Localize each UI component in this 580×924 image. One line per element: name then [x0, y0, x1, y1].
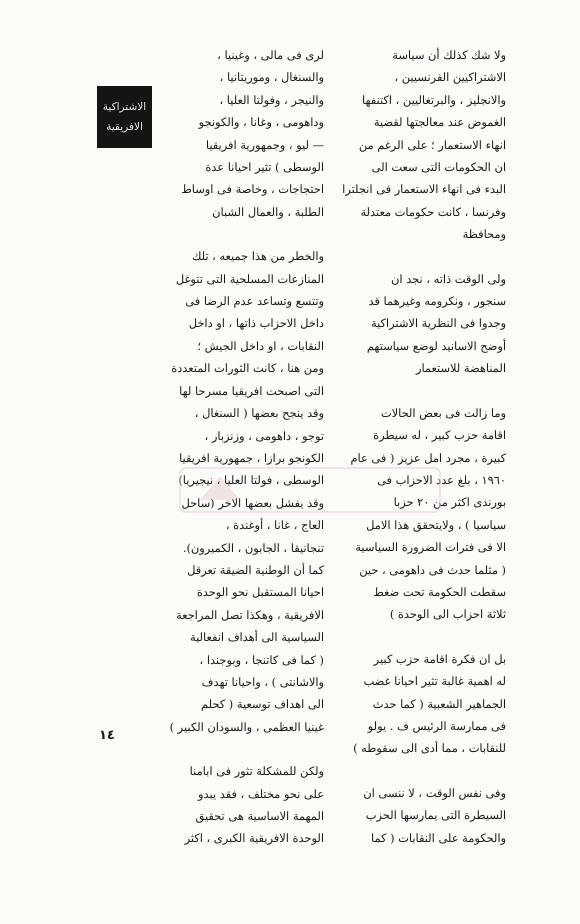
text-line: بورندى اكثر من ٢٠ حزبا	[393, 495, 506, 510]
paragraph	[328, 782, 506, 849]
text-line: احتجاجات ، وخاصة فى اوساط	[181, 182, 324, 197]
text-line: ومحافظة	[462, 227, 506, 242]
text-line: كبيرة ، مجرد امل عزيز ( فى عام	[350, 450, 506, 465]
text-column-left	[146, 44, 324, 872]
text-line: سنجور ، ونكرومه وغيرهما قد	[368, 294, 506, 309]
paragraph	[328, 648, 506, 760]
text-line: اقامة حزب كبير ، له سيطرة	[373, 428, 506, 443]
text-line: والانجليز ، والبرتغاليين ، اكتنفها	[362, 92, 506, 107]
text-line: الطلبة ، والعمال الشبان	[212, 204, 324, 219]
text-line: كما أن الوطنية الضيقة تعرقل	[187, 562, 324, 577]
text-line: الاشتراكيين الفرنسيين ،	[394, 70, 506, 85]
text-line: النقابات ، او داخل الجيش ؛	[197, 338, 324, 353]
text-line: لرى فى مالى ، وغينيا ،	[217, 48, 324, 62]
text-line: الكونجو برازا ، جمهورية افريقيا	[179, 450, 324, 465]
text-line: ١٩٦٠ ، بلغ عدد الاحزاب فى	[377, 472, 506, 487]
text-line: ولا شك كذلك أن سياسة	[392, 48, 506, 62]
text-line: داخل الاحزاب ذاتها ، او داخل	[188, 316, 324, 331]
page-number: ١٤	[99, 728, 115, 743]
paragraph	[328, 44, 506, 246]
text-line: سياسيا ) ، ولايتحقق هذا الامل	[366, 517, 506, 532]
text-line: أوضح الاسانيد لوضع سياستهم	[366, 338, 506, 353]
text-line: والحكومة على النقابات ( كما	[370, 830, 506, 845]
text-line: الغموض عند معالجتها لقضية	[373, 115, 506, 130]
paragraph	[146, 760, 324, 850]
text-line: الافريقية ، وهكذا تصل المراجعة	[176, 607, 324, 622]
text-line: الوسطى ، فولتا العليا ، نيجيريا)	[178, 473, 324, 488]
text-line: والخطر من هذا جميعه ، تلك	[191, 249, 324, 264]
text-line: الى اهداف توسعية ( كحلم	[201, 697, 324, 712]
text-line: وجدوا فى النظرية الاشتراكية	[370, 316, 506, 331]
text-line: ومن هنا ، كانت الثورات المتعددة	[171, 361, 324, 376]
text-line: توجو ، داهومى ، وزنزبار ،	[204, 428, 324, 443]
text-line: الوسطى ) تثير احيانا عدة	[205, 160, 324, 175]
text-line: سقطت الحكومة تحت ضغط	[373, 584, 506, 599]
section-label	[97, 86, 152, 148]
text-line: وقد ينجح بعضها ( السنغال ،	[194, 406, 324, 421]
text-line: الجماهير الشعبية ( كما حدث	[372, 696, 506, 711]
paragraph	[146, 245, 324, 738]
paragraph	[328, 268, 506, 380]
text-line: ( كما فى كاتنجا ، وبوجندا ،	[199, 652, 324, 667]
text-line: المنازعات المسلحية التى تتوغل	[175, 271, 324, 286]
text-line: وفى نفس الوقت ، لا ننسى ان	[363, 785, 506, 800]
text-line: وقد يفشل بعضها الاخر (ساحل	[181, 495, 324, 510]
text-line: وفرنسا ، كانت حكومات معتدلة	[360, 204, 506, 219]
text-line: العاج ، غانا ، أوغندة ،	[225, 518, 324, 533]
text-line: المناهضة للاستعمار	[415, 361, 506, 376]
text-line: له اهمية غالبة تثير احيانا غضب	[363, 674, 506, 689]
text-line: السياسية الى أهداف انفعالية	[190, 630, 324, 645]
section-label-line-1: الاشتراكية	[102, 101, 147, 113]
text-line: — ليو ، وجمهورية افريقيا	[205, 137, 324, 152]
text-column-right	[328, 44, 506, 871]
text-line: للنقابات ، مما أدى الى سقوطه )	[353, 741, 506, 756]
text-line: السيطرة التى يمارسها الحزب	[365, 808, 506, 823]
section-label-line-2: الافريقية	[106, 121, 143, 133]
text-line: وتتسع وتساعد عدم الرضا فى	[185, 294, 324, 309]
text-line: انهاء الاستعمار ؛ على الرغم من	[358, 137, 506, 152]
text-line: تنجانيقا ، الجابون ، الكميرون).	[182, 540, 324, 555]
text-line: وداهومى ، وغانا ، والكونجو	[198, 115, 324, 130]
text-line: فى ممارسة الرئيس ف . يولو	[367, 718, 506, 733]
text-line: والاشانتى ) ، واحيانا تهدف	[201, 674, 324, 689]
text-line: البدء فى انهاء الاستعمار فى انجلترا	[342, 182, 506, 197]
paragraph	[328, 402, 506, 626]
text-line: ولكن للمشكلة تثور فى ابامنا	[189, 764, 324, 779]
text-line: احيانا المستقبل نحو الوحدة	[196, 585, 324, 600]
text-line: ( مثلما حدث فى داهومى ، حين	[359, 562, 506, 577]
text-line: الوحدة الافريقية الكبرى ، اكثر	[184, 831, 324, 846]
text-line: وما زالت فى بعض الحالات	[380, 405, 506, 420]
text-line: ولى الوقت ذاته ، نجد ان	[391, 271, 506, 286]
text-line: ان الحكومات التى سعت الى	[371, 160, 506, 175]
text-line: الا فى فترات الضرورة السياسية	[355, 540, 506, 555]
text-line: التى اصبحت افريقيا مسرحا لها	[179, 383, 324, 398]
text-line: والسنغال ، وموريتانيا ،	[219, 70, 324, 85]
text-line: المهمة الاساسية هى تحقيق	[195, 809, 324, 823]
text-line: بل ان فكرة اقامة حزب كبير	[373, 651, 506, 666]
text-line: على نحو مختلف ، فقد يبدو	[198, 786, 324, 801]
text-line: غينيا العظمى ، والسودان الكبير )	[169, 719, 324, 734]
paragraph	[146, 44, 324, 223]
text-line: ثلاثة احزاب الى الوحدة )	[389, 607, 506, 622]
text-line: والنيجر ، وفولتا العليا ،	[219, 92, 324, 107]
